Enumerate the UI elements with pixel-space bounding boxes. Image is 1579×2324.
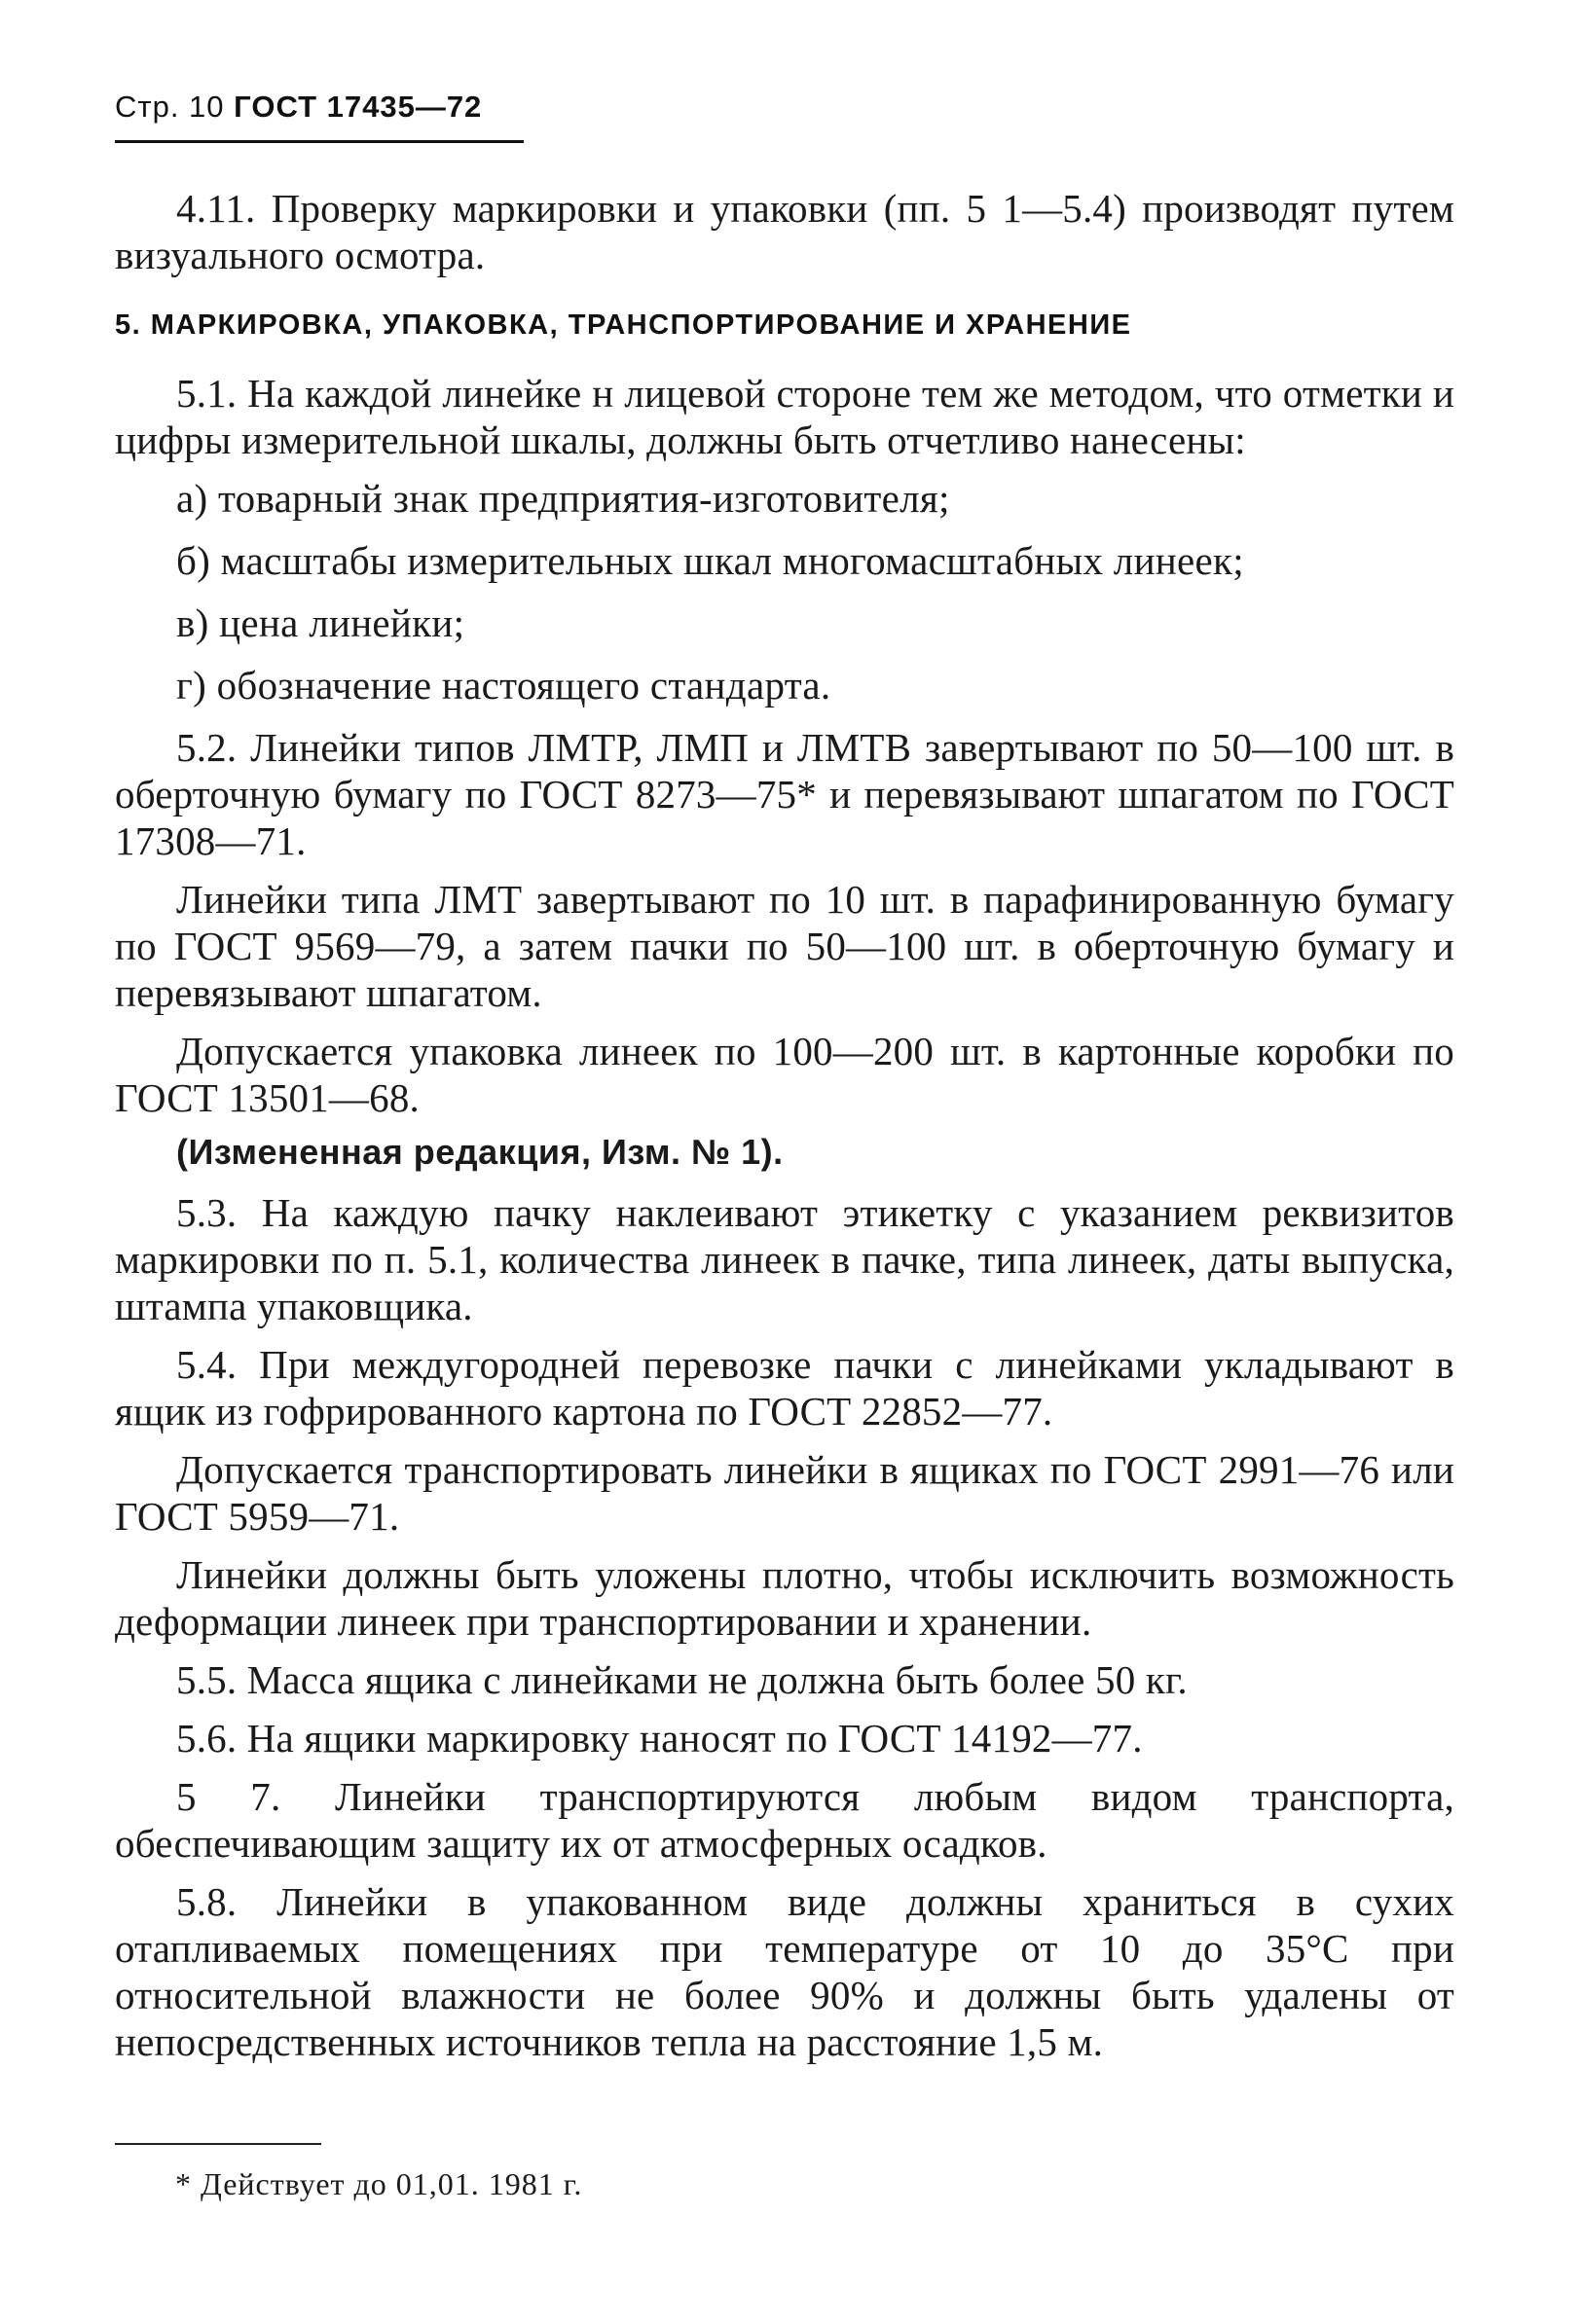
paragraph-5-4-c: Линейки должны быть уложены плотно, чтобы исключить возможность деформации линеек при транспортировании и хранении. <box>115 1552 1454 1644</box>
header-rule <box>115 140 524 143</box>
paragraph-5-2-c: Допускается упаковка линеек по 100—200 шт. в картонные коробки по ГОСТ 13501—68. <box>115 1029 1454 1120</box>
paragraph-5-2: 5.2. Линейки типов ЛМТР, ЛМП и ЛМТВ завертывают по 50—100 шт. в оберточную бумагу по ГОСТ 8273—75* и перевязывают шпагатом по ГОСТ 17308—71. <box>115 725 1454 863</box>
paragraph-5-7: 5 7. Линейки транспортируются любым видом транспорта, обеспечивающим защиту их от атмосферных осадков. <box>115 1774 1454 1866</box>
running-header <box>115 90 482 125</box>
paragraph-5-4-b: Допускается транспортировать линейки в ящиках по ГОСТ 2991—76 или ГОСТ 5959—71. <box>115 1447 1454 1539</box>
list-item: г) обозначение настоящего стандарта. <box>176 663 831 708</box>
footnote-rule <box>115 2143 321 2145</box>
list-item: а) товарный знак предприятия-изготовителя; <box>176 476 950 521</box>
section-title: 5. МАРКИРОВКА, УПАКОВКА, ТРАНСПОРТИРОВАНИЕ И ХРАНЕНИЕ <box>115 309 1132 341</box>
document-body <box>115 185 1454 2077</box>
paragraph-5-5: 5.5. Масса ящика с линейками не должна быть более 50 кг. <box>176 1657 1188 1702</box>
footnote: * Действует до 01,01. 1981 г. <box>175 2166 583 2201</box>
paragraph-5-4: 5.4. При междугородней перевозке пачки с линейками укладывают в ящик из гофрированного картона по ГОСТ 22852—77. <box>115 1342 1454 1434</box>
paragraph-5-1: 5.1. На каждой линейке н лицевой стороне тем же методом, что отметки и цифры измерительной шкалы, должны быть отчетливо нанесены: <box>115 371 1454 462</box>
list-item: б) масштабы измерительных шкал многомасштабных линеек; <box>176 538 1244 583</box>
paragraph-5-2-b: Линейки типа ЛМТ завертывают по 10 шт. в парафинированную бумагу по ГОСТ 9569—79, а затем пачки по 50—100 шт. в оберточную бумагу и перевязывают шпагатом. <box>115 877 1454 1015</box>
paragraph-5-6: 5.6. На ящики маркировку наносят по ГОСТ 14192—77. <box>176 1716 1143 1761</box>
paragraph-4-11: 4.11. Проверку маркировки и упаковки (пп. 5 1—5.4) производят путем визуального осмотра. <box>115 186 1454 277</box>
list-item: в) цена линейки; <box>176 600 465 645</box>
standard-designation: ГОСТ 17435—72 <box>234 90 483 124</box>
paragraph-5-3: 5.3. На каждую пачку наклеивают этикетку с указанием реквизитов маркировки по п. 5.1, количества линеек в пачке, типа линеек, даты выпуска, штампа упаковщика. <box>115 1190 1454 1328</box>
amendment-note: (Измененная редакция, Изм. № 1). <box>176 1132 784 1172</box>
page-number: Стр. 10 <box>115 90 225 124</box>
paragraph-5-8: 5.8. Линейки в упакованном виде должны храниться в сухих отапливаемых помещениях при температуре от 10 до 35°С при относительной влажности не более 90% и должны быть удалены от непосредственных источников тепла на расстояние 1,5 м. <box>115 1879 1454 2064</box>
